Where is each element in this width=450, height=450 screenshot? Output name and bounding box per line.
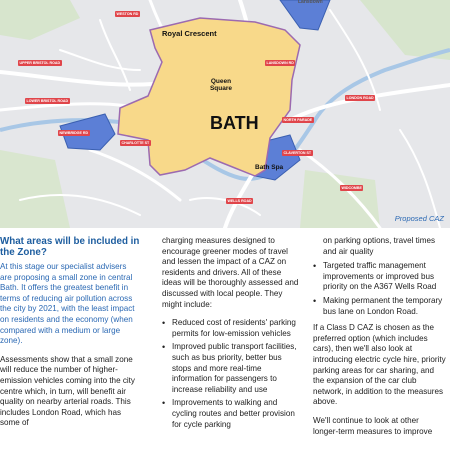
list-item: • Targeted traffic management improvements or improved bus priority on the A367 Wells Road bbox=[313, 261, 446, 293]
park-area bbox=[0, 150, 70, 228]
map-caption: Proposed CAZ bbox=[394, 214, 444, 223]
intro-paragraph: At this stage our specialist advisers are proposing a small zone in central Bath. It offers the greatest benefit in terms of reducing air pollution across the city by 2021, with the least impact on residents and the economy (when compared with a medium or large zone). bbox=[0, 262, 135, 346]
article-body bbox=[0, 236, 450, 450]
continued-text: on parking options, travel times and air quality bbox=[323, 236, 436, 256]
park-area bbox=[300, 170, 380, 228]
measures-list bbox=[162, 318, 300, 430]
section-heading: What areas will be included in the Zone? bbox=[0, 236, 140, 258]
list-item: • Reduced cost of residents' parking permits for low-emission vehicles bbox=[162, 318, 300, 339]
body-paragraph: If a Class D CAZ is chosen as the preferred option (which includes cars), then we'll also look at introducing electric cycle hire, priority parking areas for car sharing, and the expansion of the car club network, in addition to the measures above. bbox=[313, 323, 446, 407]
measures-list bbox=[313, 261, 446, 317]
map-city-label: BATH bbox=[210, 113, 259, 133]
map-place-label: Bath Spa bbox=[255, 164, 284, 171]
map-place-label: Lansdown bbox=[298, 0, 323, 5]
list-item: • Improved public transport facilities, such as bus priority, better bus stops and more real-time information for passengers to increase reliability and use bbox=[162, 342, 300, 395]
map-place-label: Royal Crescent bbox=[162, 29, 217, 38]
list-item: • Making permanent the temporary bus lane on London Road. bbox=[313, 296, 446, 317]
road-label: WELLS ROAD bbox=[227, 198, 252, 203]
body-paragraph: We'll continue to look at other longer-term measures to improve bbox=[313, 415, 433, 436]
road-label: LOWER BRISTOL ROAD bbox=[26, 98, 69, 103]
map-place-label: Queen Square bbox=[209, 78, 233, 92]
body-paragraph: Assessments show that a small zone will reduce the number of higher-emission vehicles coming into the city centre which, in turn, will benefit air quality on nearby arterial roads. This includes London Road, which has some of bbox=[0, 354, 135, 428]
road-label: CHARLOTTE ST bbox=[121, 140, 150, 145]
road-label: LONDON ROAD bbox=[346, 95, 374, 100]
article-column-1 bbox=[0, 236, 140, 437]
road-label: NORTH PARADE bbox=[283, 117, 313, 122]
list-item: • Improvements to walking and cycling routes and better provision for cycle parking bbox=[162, 398, 300, 430]
road-label: LANSDOWN RD bbox=[266, 60, 294, 65]
road-label: NEWBRIDGE RD bbox=[59, 130, 89, 135]
road-label: WESTON RD bbox=[116, 11, 139, 16]
road-label: CLAVERTON ST bbox=[283, 150, 312, 155]
park-area bbox=[360, 0, 450, 60]
article-column-3 bbox=[313, 236, 446, 445]
body-paragraph: charging measures designed to encourage greener modes of travel and lessen the impact of a CAZ on residents and drivers. All of these ideas will be thoroughly assessed and discussed with local people. They might include: bbox=[162, 236, 299, 309]
road-label: UPPER BRISTOL ROAD bbox=[19, 60, 61, 65]
article-column-2 bbox=[162, 236, 300, 436]
road-label: WIDCOMBE bbox=[341, 185, 362, 190]
park-area bbox=[0, 0, 80, 40]
